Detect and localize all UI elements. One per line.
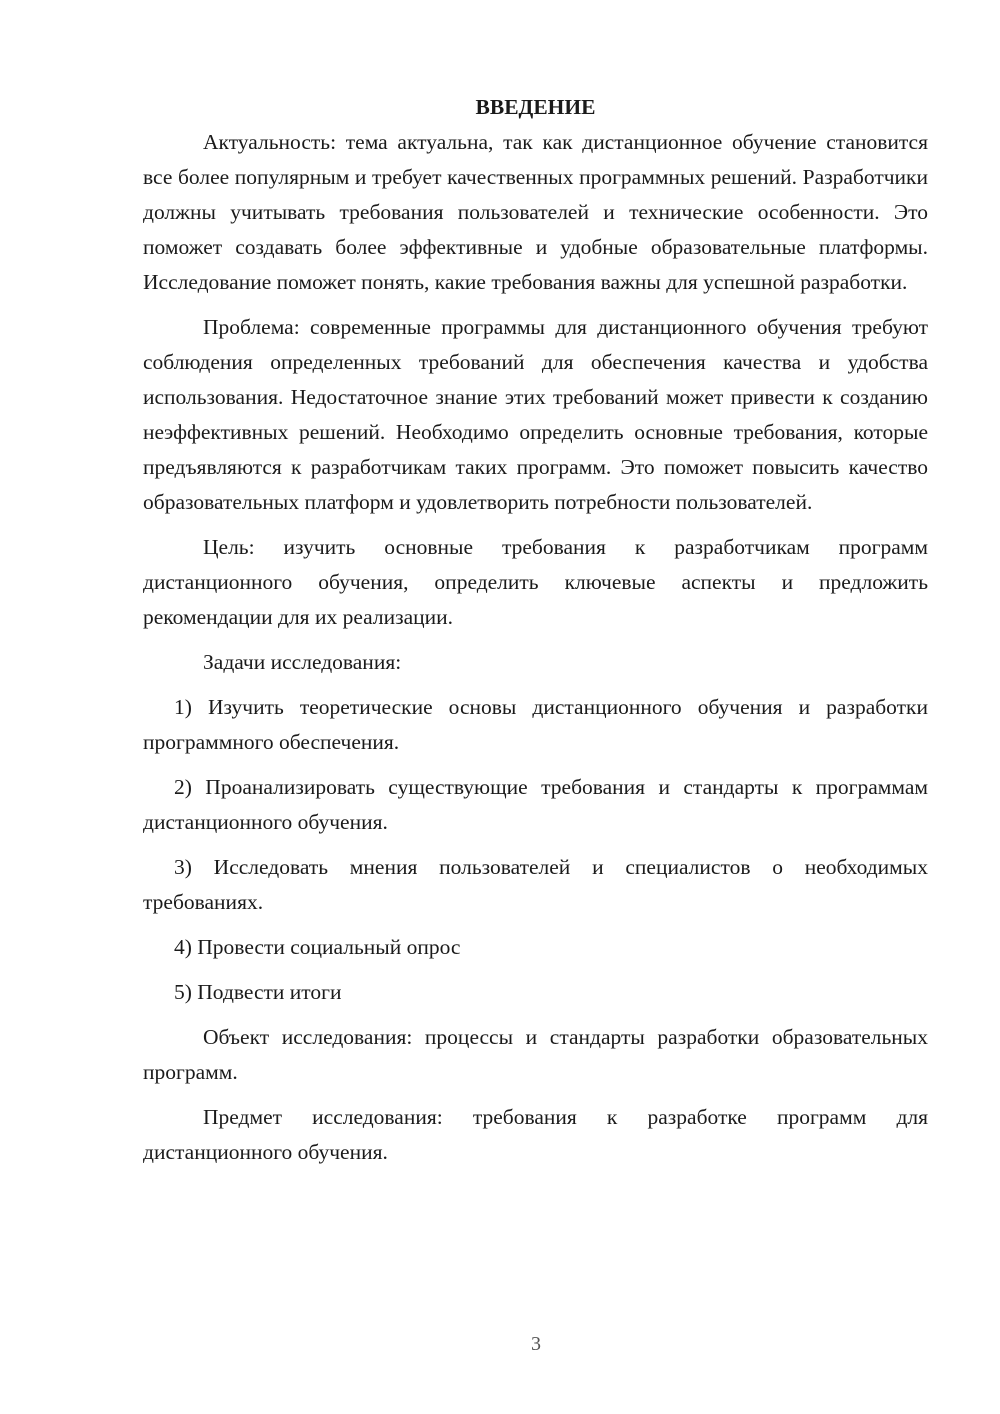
paragraph-object: Объект исследования: процессы и стандарты разработки образовательных программ. (143, 1025, 928, 1084)
paragraph-goal: Цель: изучить основные требования к разработчикам программ дистанционного обучения, определить ключевые аспекты и предложить рекомендации для их реализации. (143, 535, 928, 629)
document-page (143, 90, 928, 1170)
paragraph-subject: Предмет исследования: требования к разработке программ для дистанционного обучения. (143, 1105, 928, 1164)
task-item-2: 2) Проанализировать существующие требования и стандарты к программам дистанционного обучения. (143, 775, 928, 834)
task-item-3: 3) Исследовать мнения пользователей и специалистов о необходимых требованиях. (143, 855, 928, 914)
paragraph-relevance: Актуальность: тема актуальна, так как дистанционное обучение становится все более популярным и требует качественных программных решений. Разработчики должны учитывать требования пользователей и технические особенности. Это поможет создавать более эффективные и удобные образовательные платформы. Исследование поможет понять, какие требования важны для успешной разработки. (143, 130, 928, 294)
task-item-1: 1) Изучить теоретические основы дистанционного обучения и разработки программного обеспечения. (143, 695, 928, 754)
task-item-4: 4) Провести социальный опрос (174, 935, 461, 959)
paragraph-problem: Проблема: современные программы для дистанционного обучения требуют соблюдения определенных требований для обеспечения качества и удобства использования. Недостаточное знание этих требований может привести к созданию неэффективных решений. Необходимо определить основные требования, которые предъявляются к разработчикам таких программ. Это поможет повысить качество образовательных платформ и удовлетворить потребности пользователей. (143, 315, 928, 514)
page-number: 3 (531, 1333, 541, 1355)
section-heading: ВВЕДЕНИЕ (475, 95, 596, 119)
task-item-5: 5) Подвести итоги (174, 980, 342, 1004)
tasks-title: Задачи исследования: (203, 650, 402, 674)
